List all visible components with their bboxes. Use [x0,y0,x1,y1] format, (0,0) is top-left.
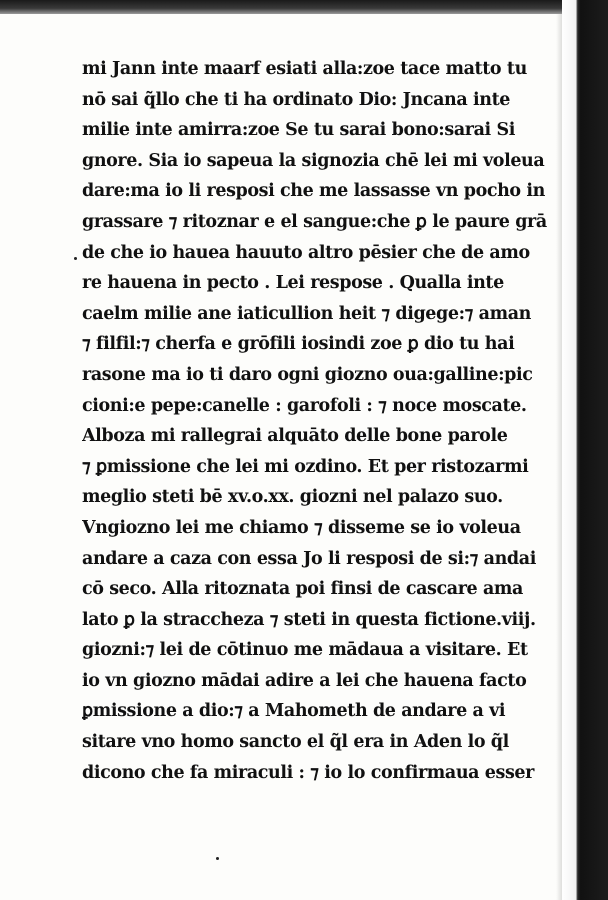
text-line: ⁊ filfil:⁊ cherfa e grōfili iosindi zoe ꝑ dio tu hai [82,334,515,355]
text-line: Vngiozno lei me chiamo ⁊ disseme se io voleua [82,517,521,538]
text-line: de che io hauea hauuto altro pēsier che de amo [82,242,530,263]
page-right-edge [562,0,608,900]
text-line: rasone ma io ti daro ogni giozno oua:galline:pic [82,364,533,385]
ink-speck [74,257,77,260]
text-line: cō seco. Alla ritoznata poi finsi de cascare ama [82,579,523,600]
text-line: caelm milie ane iaticullion heit ⁊ digege:⁊ aman [82,303,531,324]
text-line: ⁊ ꝑmissione che lei mi ozdino. Et per ristozarmi [82,456,529,477]
text-line: ꝑmissione a dio:⁊ a Mahometh de andare a vi [82,701,506,722]
text-line: milie inte amirra:zoe Se tu sarai bono:sarai Si [82,120,515,141]
text-line: sitare vno homo sancto el q̃l era in Aden lo q̃l [82,732,509,753]
text-line: mi Jann inte maarf esiati alla:zoe tace matto tu [82,59,527,79]
text-line: gnore. Sia io sapeua la signozia chē lei mi voleua [82,150,545,171]
text-line: nō sai q̃llo che ti ha ordinato Dio: Jncana inte [82,89,510,110]
text-line: cioni:e pepe:canelle : garofoli : ⁊ noce moscate. [82,395,527,416]
text-line: dicono che fa miraculi : ⁊ io lo confirmaua esser [82,762,534,783]
text-line: grassare ⁊ ritoznar e el sangue:che ꝑ le paure grā [82,211,547,232]
text-line: io vn giozno mādai adire a lei che hauena facto [82,670,527,691]
text-line: andare a caza con essa Jo li resposi de si:⁊ andai [82,548,536,569]
ink-speck [216,857,219,860]
text-line: dare:ma io li resposi che me lassasse vn pocho in [82,181,545,202]
text-line: lato ꝑ la straccheza ⁊ steti in questa fictione.viij. [82,609,536,630]
text-line: Alboza mi rallegrai alquāto delle bone parole [82,426,508,447]
text-line: meglio steti bē xv.o.xx. giozni nel palazo suo. [82,487,503,508]
text-line: re hauena in pecto . Lei respose . Qualla inte [82,273,504,294]
text-line: giozni:⁊ lei de cōtinuo me mādaua a visitare. Et [82,640,528,661]
page-top-edge [0,0,608,14]
page-text-block [82,54,560,788]
